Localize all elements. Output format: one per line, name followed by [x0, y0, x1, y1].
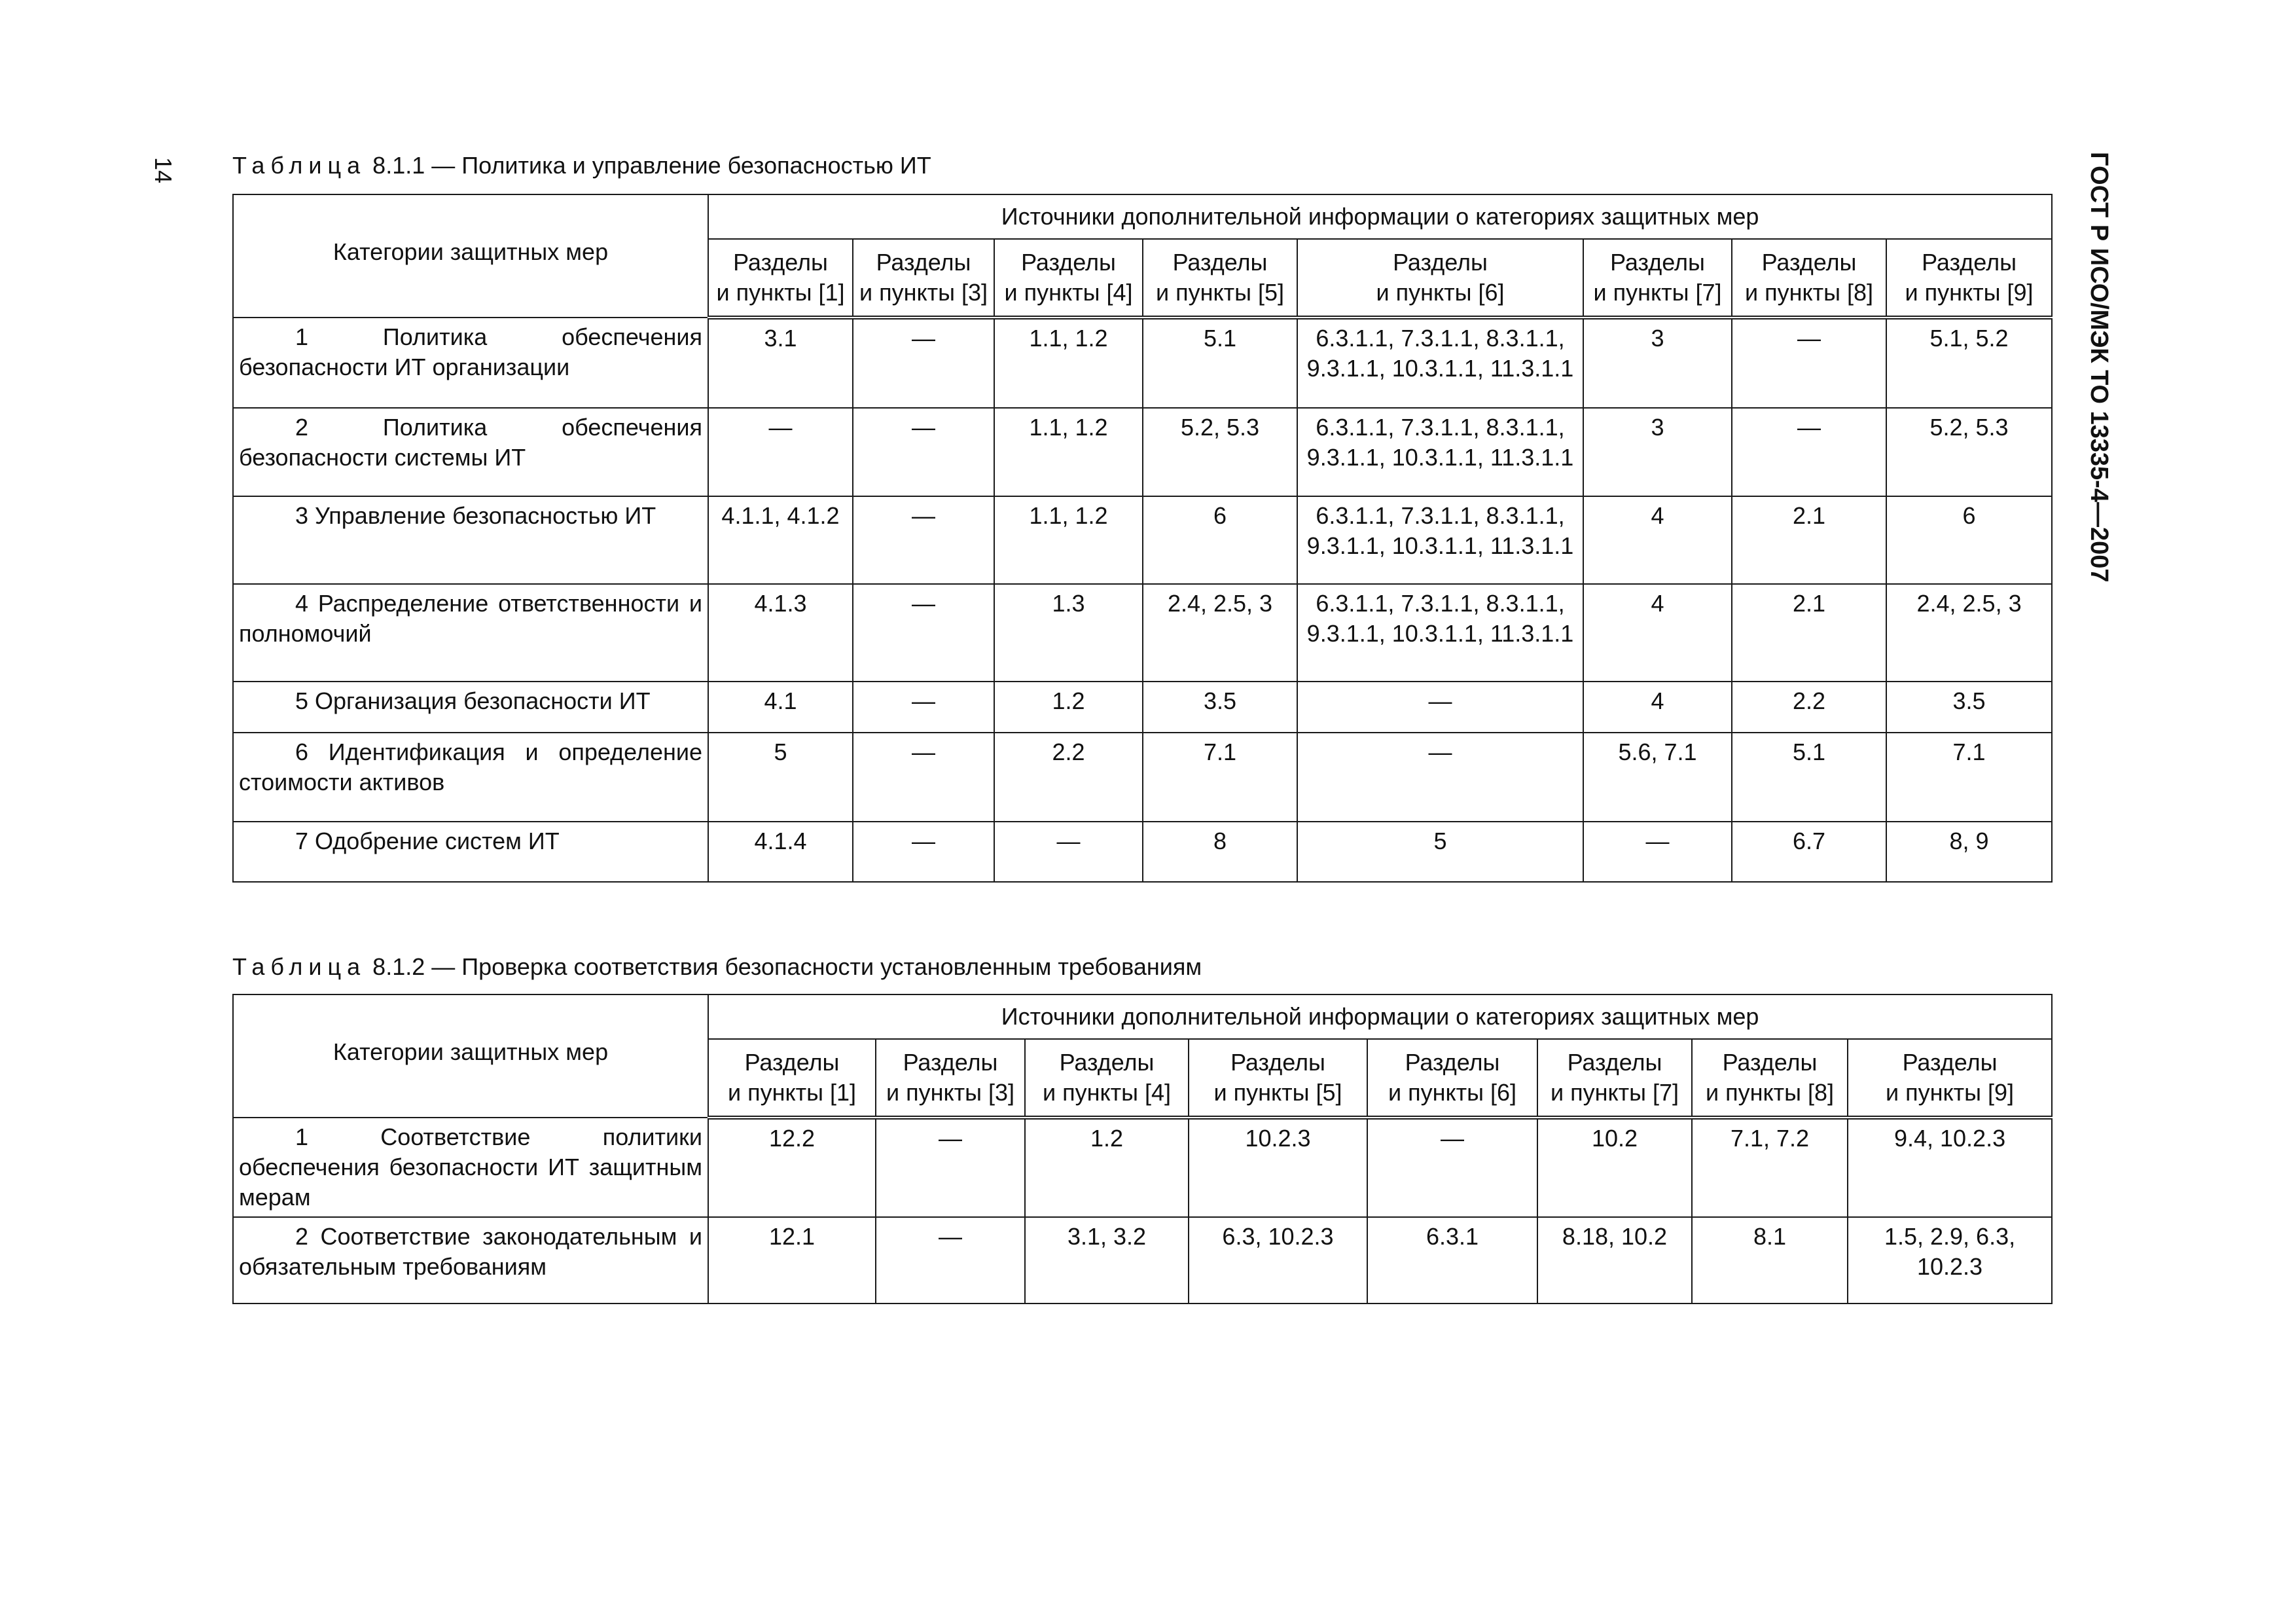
category-cell: 1 Соответствие политики обеспечения безопасности ИТ защитным мерам	[233, 1118, 708, 1217]
table-cell: —	[853, 682, 994, 733]
table-cell: 7.1	[1886, 733, 2052, 822]
table-cell: —	[1367, 1118, 1537, 1217]
column-header: Разделы и пункты [3]	[876, 1039, 1025, 1118]
table-cell: 5.1	[1732, 733, 1886, 822]
column-header: Разделы и пункты [9]	[1886, 239, 2052, 318]
column-header: Разделы и пункты [8]	[1732, 239, 1886, 318]
table-cell: 2.1	[1732, 496, 1886, 584]
table-cell: 1.2	[1025, 1118, 1189, 1217]
category-cell: 1 Политика обеспечения безопасности ИТ организации	[233, 318, 708, 408]
caption-prefix: Таблица	[232, 953, 367, 980]
caption-text: 8.1.2 — Проверка соответствия безопасности установленным требованиям	[372, 953, 1202, 980]
category-cell: 4 Распределение ответственности и полномочий	[233, 584, 708, 682]
table-row	[233, 1118, 2052, 1217]
security-measures-table	[232, 194, 2053, 883]
table-cell: —	[1732, 318, 1886, 408]
column-header: Разделы и пункты [8]	[1692, 1039, 1848, 1118]
group-header: Источники дополнительной информации о категориях защитных мер	[708, 194, 2052, 239]
table-cell: —	[853, 822, 994, 882]
table-row	[233, 408, 2052, 496]
table-row	[233, 682, 2052, 733]
table-cell: 2.2	[994, 733, 1143, 822]
column-header: Разделы и пункты [1]	[708, 1039, 876, 1118]
table-cell: 3.5	[1886, 682, 2052, 733]
table-cell: 1.1, 1.2	[994, 318, 1143, 408]
corner-header: Категории защитных мер	[233, 994, 708, 1118]
category-cell: 7 Одобрение систем ИТ	[233, 822, 708, 882]
table-cell: 12.2	[708, 1118, 876, 1217]
table-cell: 4	[1583, 496, 1732, 584]
column-header: Разделы и пункты [7]	[1583, 239, 1732, 318]
column-header: Разделы и пункты [3]	[853, 239, 994, 318]
table-cell: 2.1	[1732, 584, 1886, 682]
table-caption	[232, 152, 931, 179]
compliance-measures-table	[232, 994, 2053, 1304]
group-header: Источники дополнительной информации о категориях защитных мер	[708, 994, 2052, 1039]
table-cell: 5	[1297, 822, 1583, 882]
table-cell: 6	[1143, 496, 1297, 584]
table-cell: 6.3, 10.2.3	[1189, 1217, 1367, 1304]
table-cell: 5	[708, 733, 853, 822]
document-code: ГОСТ Р ИСО/МЭК ТО 13335-4—2007	[2085, 152, 2113, 583]
table-cell: —	[853, 408, 994, 496]
table-cell: 8.18, 10.2	[1537, 1217, 1692, 1304]
table-cell: —	[1297, 682, 1583, 733]
table-cell: —	[853, 318, 994, 408]
table-cell: —	[1297, 733, 1583, 822]
table-cell: 4.1	[708, 682, 853, 733]
caption-prefix: Таблица	[232, 152, 367, 179]
table-cell: 2.2	[1732, 682, 1886, 733]
category-cell: 3 Управление безопасностью ИТ	[233, 496, 708, 584]
table-row	[233, 584, 2052, 682]
table-cell: 3.1, 3.2	[1025, 1217, 1189, 1304]
table-row	[233, 822, 2052, 882]
column-header: Разделы и пункты [4]	[994, 239, 1143, 318]
table-cell: 6.3.1.1, 7.3.1.1, 8.3.1.1, 9.3.1.1, 10.3.1.1, 11.3.1.1	[1297, 408, 1583, 496]
table-cell: 9.4, 10.2.3	[1848, 1118, 2052, 1217]
table-row	[233, 496, 2052, 584]
column-header: Разделы и пункты [6]	[1297, 239, 1583, 318]
table-cell: 8	[1143, 822, 1297, 882]
column-header: Разделы и пункты [6]	[1367, 1039, 1537, 1118]
table-row	[233, 733, 2052, 822]
table-cell: 5.6, 7.1	[1583, 733, 1732, 822]
page-number: 14	[150, 157, 177, 184]
table-cell: 4.1.4	[708, 822, 853, 882]
table-row	[233, 318, 2052, 408]
table-cell: —	[994, 822, 1143, 882]
corner-header: Категории защитных мер	[233, 194, 708, 318]
category-cell: 2 Политика обеспечения безопасности системы ИТ	[233, 408, 708, 496]
table-cell: 12.1	[708, 1217, 876, 1304]
table-cell: 1.2	[994, 682, 1143, 733]
table-cell: 1.1, 1.2	[994, 408, 1143, 496]
table-cell: —	[876, 1217, 1025, 1304]
table-cell: —	[876, 1118, 1025, 1217]
column-header: Разделы и пункты [7]	[1537, 1039, 1692, 1118]
table-cell: 3	[1583, 318, 1732, 408]
table-cell: 4.1.3	[708, 584, 853, 682]
table-cell: —	[853, 496, 994, 584]
table-cell: 5.1	[1143, 318, 1297, 408]
table-cell: —	[1732, 408, 1886, 496]
table-cell: —	[853, 584, 994, 682]
table-cell: 3.1	[708, 318, 853, 408]
category-cell: 6 Идентификация и определение стоимости активов	[233, 733, 708, 822]
column-header: Разделы и пункты [4]	[1025, 1039, 1189, 1118]
table-cell: —	[853, 733, 994, 822]
column-header: Разделы и пункты [5]	[1143, 239, 1297, 318]
table-cell: 4.1.1, 4.1.2	[708, 496, 853, 584]
category-cell: 5 Организация безопасности ИТ	[233, 682, 708, 733]
table-cell: —	[1583, 822, 1732, 882]
table-cell: 2.4, 2.5, 3	[1143, 584, 1297, 682]
table-cell: 3.5	[1143, 682, 1297, 733]
table-cell: 3	[1583, 408, 1732, 496]
table-cell: 6.3.1.1, 7.3.1.1, 8.3.1.1, 9.3.1.1, 10.3.1.1, 11.3.1.1	[1297, 318, 1583, 408]
table-cell: 7.1, 7.2	[1692, 1118, 1848, 1217]
category-cell: 2 Соответствие законодательным и обязательным требованиям	[233, 1217, 708, 1304]
table-cell: 4	[1583, 584, 1732, 682]
table-cell: 6.7	[1732, 822, 1886, 882]
table-cell: 5.2, 5.3	[1143, 408, 1297, 496]
table-cell: 1.3	[994, 584, 1143, 682]
table-cell: 4	[1583, 682, 1732, 733]
table-cell: 1.1, 1.2	[994, 496, 1143, 584]
column-header: Разделы и пункты [5]	[1189, 1039, 1367, 1118]
table-cell: 5.1, 5.2	[1886, 318, 2052, 408]
table-cell: 6.3.1.1, 7.3.1.1, 8.3.1.1, 9.3.1.1, 10.3.1.1, 11.3.1.1	[1297, 584, 1583, 682]
table-cell: 8, 9	[1886, 822, 2052, 882]
table-cell: 7.1	[1143, 733, 1297, 822]
caption-text: 8.1.1 — Политика и управление безопасностью ИТ	[372, 152, 931, 179]
column-header: Разделы и пункты [9]	[1848, 1039, 2052, 1118]
table-cell: 6	[1886, 496, 2052, 584]
table-cell: 8.1	[1692, 1217, 1848, 1304]
table-cell: 1.5, 2.9, 6.3, 10.2.3	[1848, 1217, 2052, 1304]
table-cell: 6.3.1	[1367, 1217, 1537, 1304]
column-header: Разделы и пункты [1]	[708, 239, 853, 318]
table-cell: 10.2	[1537, 1118, 1692, 1217]
table-row	[233, 1217, 2052, 1304]
table-caption	[232, 953, 1202, 981]
table-cell: 2.4, 2.5, 3	[1886, 584, 2052, 682]
table-cell: 5.2, 5.3	[1886, 408, 2052, 496]
table-cell: 10.2.3	[1189, 1118, 1367, 1217]
table-cell: 6.3.1.1, 7.3.1.1, 8.3.1.1, 9.3.1.1, 10.3.1.1, 11.3.1.1	[1297, 496, 1583, 584]
table-cell: —	[708, 408, 853, 496]
